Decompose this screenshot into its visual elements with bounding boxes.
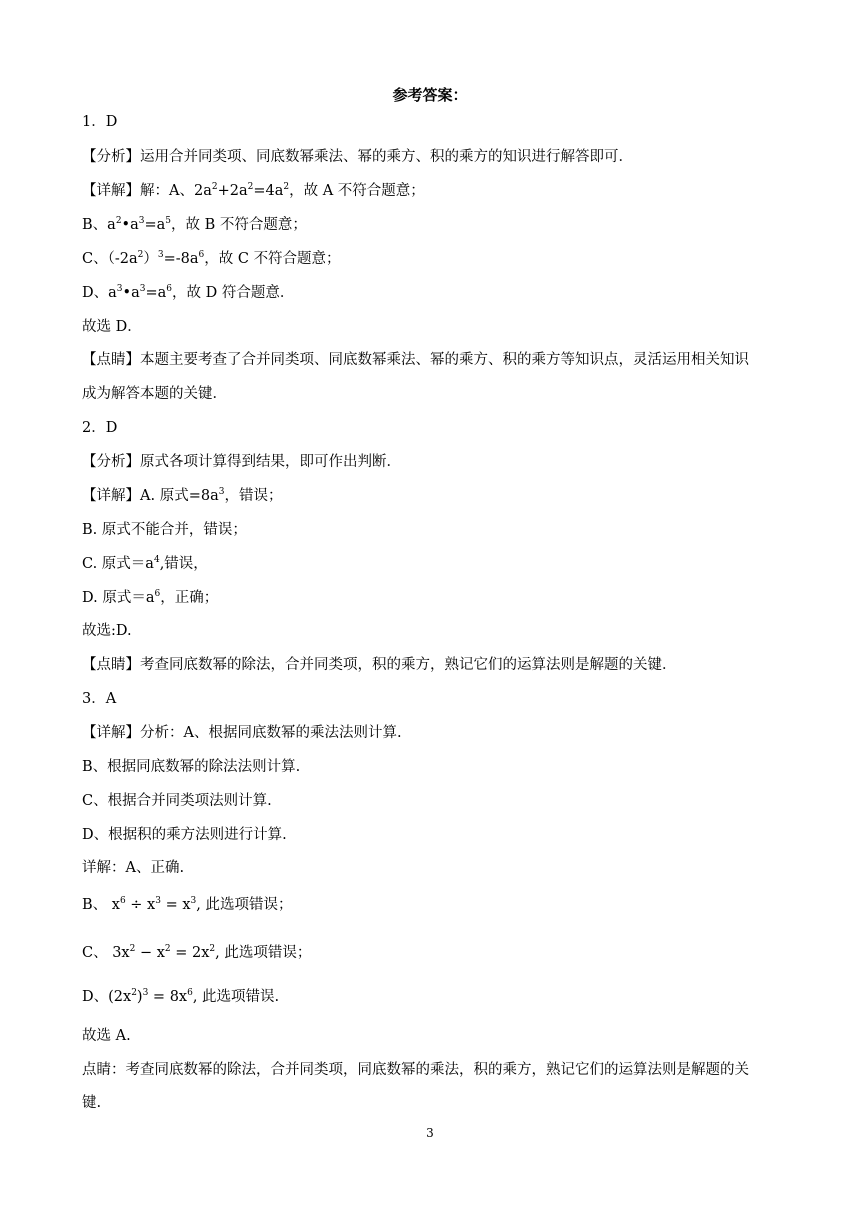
q3-choice: 故选 A. <box>82 1028 131 1044</box>
q1-detail-c: C、$(-2a^2)^3=-8a^6$，故 C 不符合题意； <box>82 250 341 267</box>
q1-detail-b: B、$a^2•a^3=a^5$，故 B 不符合题意； <box>82 216 307 233</box>
q1-comment-line2: 成为解答本题的关键． <box>82 386 227 402</box>
q2-number: 2．D <box>82 420 118 436</box>
q2-detail-d: D. 原式$=a^6$，正确； <box>82 589 219 606</box>
q3-analysis-c: C、根据合并同类项法则计算. <box>82 793 272 809</box>
q2-detail-a: 【详解】A. 原式$=8a^3$，错误； <box>82 487 283 504</box>
q1-comment-line1: 【点睛】本题主要考查了合并同类项、同底数幂乘法、幂的乘方、积的乘方等知识点，灵活运用相关知识 <box>82 352 749 368</box>
page-number: 3 <box>426 1126 434 1140</box>
page-title: 参考答案： <box>392 86 468 104</box>
q1-detail-a: 【详解】解：A、$2a^2+2a^2=4a^2$，故 A 不符合题意； <box>82 182 425 199</box>
q3-detail-b: B、 $x^6 \div x^3 = x^3$, 此选项错误； <box>82 896 293 913</box>
q2-comment: 【点睛】考查同底数幂的除法，合并同类项，积的乘方，熟记它们的运算法则是解题的关键． <box>82 657 677 673</box>
q3-comment-line2: 键. <box>82 1095 102 1111</box>
q2-analysis: 【分析】原式各项计算得到结果，即可作出判断． <box>82 454 401 470</box>
q3-analysis-d: D、根据积的乘方法则进行计算. <box>82 827 287 843</box>
q1-detail-d: D、$a^3•a^3=a^6$，故 D 符合题意． <box>82 284 295 301</box>
q3-comment-line1: 点睛：考查同底数幂的除法，合并同类项，同底数幂的乘法，积的乘方，熟记它们的运算法则是解题的关 <box>82 1062 749 1078</box>
q1-number: 1．D <box>82 114 118 130</box>
q3-number: 3．A <box>82 691 117 707</box>
q3-detail-d: D、$(2x^2)^3 = 8x^6$, 此选项错误. <box>82 988 280 1005</box>
q3-analysis-b: B、根据同底数幂的除法法则计算. <box>82 759 301 775</box>
q2-detail-c: C. 原式$=a^4$,错误， <box>82 555 208 572</box>
q1-choice: 故选 D． <box>82 319 142 335</box>
q1-analysis: 【分析】运用合并同类项、同底数幂乘法、幂的乘方、积的乘方的知识进行解答即可． <box>82 149 633 165</box>
q3-detail-c: C、 $3x^2 - x^2 = 2x^2$, 此选项错误； <box>82 944 312 961</box>
q3-detail-a: 详解：A、正确. <box>82 860 185 876</box>
q3-analysis-a: 【详解】分析：A、根据同底数幂的乘法法则计算. <box>82 725 402 741</box>
q2-choice: 故选:D. <box>82 623 132 639</box>
q2-detail-b: B. 原式不能合并，错误； <box>82 522 247 538</box>
